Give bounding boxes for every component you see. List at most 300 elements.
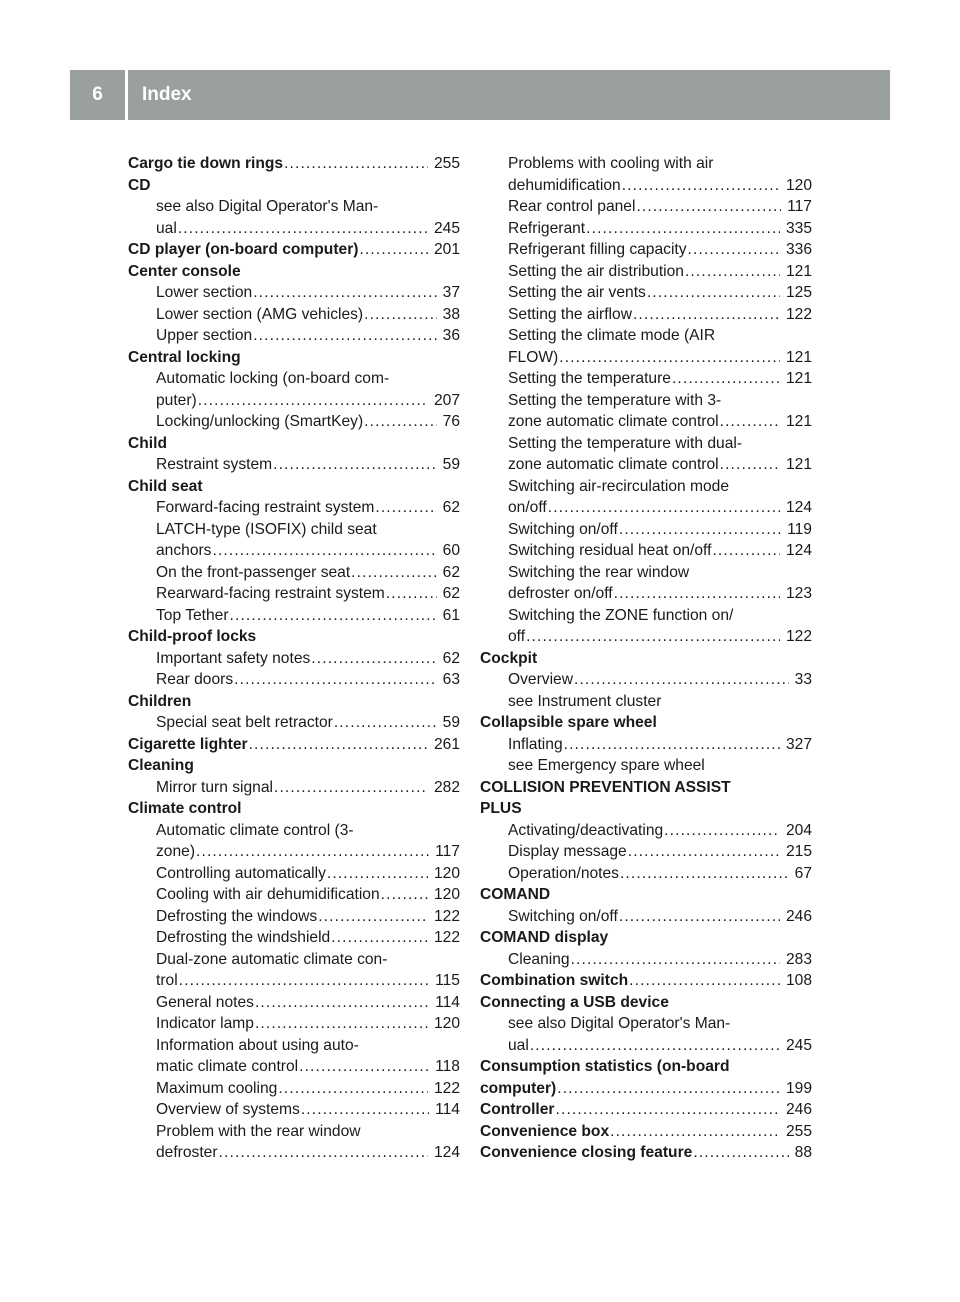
entry-text: Cigarette lighter: [128, 735, 248, 753]
index-column-right: [480, 153, 812, 1164]
page-reference: 327: [785, 735, 812, 753]
page-reference: 246: [785, 907, 812, 925]
entry-text: LATCH-type (ISOFIX) child seat: [156, 520, 377, 538]
dot-leader: [196, 841, 429, 863]
index-subentry: [480, 347, 812, 369]
dot-leader: [688, 239, 780, 261]
index-subentry: [480, 519, 812, 541]
index-subentry: [128, 196, 460, 218]
dot-leader: [375, 497, 436, 519]
dot-leader: [574, 669, 789, 691]
entry-text: Switching residual heat on/off: [508, 542, 712, 559]
page-reference: 36: [442, 327, 460, 344]
dot-leader: [664, 820, 780, 842]
entry-text: Setting the air vents: [508, 284, 646, 301]
entry-text: Combination switch: [480, 972, 629, 989]
entry-text: trol: [156, 972, 178, 989]
index-entry: [128, 734, 460, 756]
index-subentry: [128, 841, 460, 863]
entry-text: Top Tether: [156, 606, 229, 624]
page-reference: 215: [785, 843, 812, 860]
entry-text: On the front-passenger seat: [156, 563, 351, 581]
index-entry: [480, 798, 812, 820]
index-entry: [480, 712, 812, 734]
index-subentry: [480, 196, 812, 218]
index-column-left: [128, 153, 460, 1164]
page-reference: 122: [433, 1079, 460, 1097]
index-entry: [128, 153, 460, 175]
entry-text: Overview of systems: [156, 1101, 300, 1118]
dot-leader: [556, 1099, 780, 1121]
index-subentry: [480, 841, 812, 863]
entry-text: Child: [128, 434, 167, 452]
dot-leader: [299, 1056, 429, 1078]
dot-leader: [610, 1121, 780, 1143]
index-entry: [480, 992, 812, 1014]
dot-leader: [381, 884, 428, 906]
index-subentry: [128, 282, 460, 304]
dot-leader: [564, 734, 780, 756]
index-subentry: [480, 755, 812, 777]
entry-text: Controller: [480, 1101, 555, 1118]
entry-text: Setting the temperature with dual-: [508, 434, 743, 452]
entry-text: Switching the ZONE function on/: [508, 606, 734, 624]
index-subentry: [128, 1121, 460, 1143]
page-reference: 62: [442, 649, 460, 667]
entry-text: CD: [128, 176, 151, 194]
page-reference: 37: [442, 284, 460, 301]
entry-text: Important safety notes: [156, 649, 311, 667]
index-subentry: [480, 583, 812, 605]
page-reference: 336: [785, 241, 812, 258]
dot-leader: [351, 562, 436, 584]
index-subentry: [480, 906, 812, 928]
page-reference: 119: [787, 520, 812, 538]
entry-text: Rear doors: [156, 671, 234, 688]
index-subentry: [480, 476, 812, 498]
page-reference: 118: [435, 1058, 460, 1075]
page-reference: 117: [435, 843, 460, 860]
header-bar: [70, 70, 890, 120]
page-reference: 121: [785, 413, 812, 430]
entry-text: on/off: [508, 499, 547, 516]
page-reference: 125: [785, 284, 812, 301]
index-subentry: [128, 1035, 460, 1057]
dot-leader: [622, 175, 780, 197]
dot-leader: [274, 777, 428, 799]
dot-leader: [586, 218, 780, 240]
index-entry: [480, 1099, 812, 1121]
entry-text: FLOW): [508, 348, 559, 366]
index-subentry: [480, 390, 812, 412]
index-subentry: [128, 218, 460, 240]
index-entry: [480, 970, 812, 992]
index-subentry: [128, 1078, 460, 1100]
page-reference: 255: [785, 1122, 812, 1140]
index-entry: [128, 691, 460, 713]
entry-text: Cargo tie down rings: [128, 155, 284, 172]
page-reference: 122: [433, 929, 460, 946]
page-reference: 122: [785, 305, 812, 323]
entry-text: Forward-facing restraint system: [156, 499, 375, 516]
index-entry: [480, 777, 812, 799]
entry-text: dehumidification: [508, 176, 621, 194]
dot-leader: [179, 970, 429, 992]
dot-leader: [530, 1035, 780, 1057]
entry-text: Convenience closing feature: [480, 1144, 693, 1161]
page-reference: 38: [442, 305, 460, 323]
page-reference: 114: [435, 1101, 460, 1118]
index-subentry: [128, 605, 460, 627]
entry-text: Locking/unlocking (SmartKey): [156, 413, 364, 430]
entry-text: defroster: [156, 1144, 218, 1161]
page-number: 6: [92, 84, 103, 105]
index-subentry: [128, 906, 460, 928]
index-subentry: [128, 1056, 460, 1078]
entry-text: see also Digital Operator's Man-: [508, 1015, 731, 1032]
entry-text: Lower section: [156, 284, 253, 301]
entry-text: Maximum cooling: [156, 1079, 278, 1097]
page-reference: 246: [785, 1101, 812, 1118]
dot-leader: [559, 347, 780, 369]
dot-leader: [628, 841, 780, 863]
entry-text: Cockpit: [480, 649, 538, 667]
index-subentry: [480, 497, 812, 519]
index-subentry: [128, 519, 460, 541]
index-subentry: [480, 454, 812, 476]
entry-text: Cooling with air dehumidification: [156, 886, 380, 903]
index-subentry: [128, 669, 460, 691]
entry-text: Operation/notes: [508, 864, 619, 882]
dot-leader: [359, 239, 428, 261]
entry-text: Controlling automatically: [156, 864, 326, 882]
entry-text: Switching on/off: [508, 520, 618, 538]
section-title: Index: [142, 84, 192, 105]
page-reference: 283: [785, 950, 812, 968]
index-subentry: [128, 325, 460, 347]
index-subentry: [128, 583, 460, 605]
page-reference: 62: [442, 585, 460, 602]
page-reference: 61: [442, 606, 460, 624]
dot-leader: [619, 906, 780, 928]
entry-text: Child seat: [128, 477, 203, 495]
page-reference: 207: [433, 391, 460, 409]
entry-text: Setting the temperature with 3-: [508, 391, 722, 409]
page-reference: 245: [785, 1036, 812, 1054]
dot-leader: [318, 906, 428, 928]
entry-text: Children: [128, 692, 192, 710]
dot-leader: [526, 626, 780, 648]
entry-text: Climate control: [128, 800, 242, 817]
page-reference: 59: [442, 714, 460, 731]
page-reference: 120: [433, 1015, 460, 1032]
index-subentry: [480, 540, 812, 562]
index-subentry: [128, 1013, 460, 1035]
dot-leader: [620, 863, 789, 885]
page-reference: 255: [433, 155, 460, 172]
index-subentry: [128, 970, 460, 992]
page-reference: 120: [433, 886, 460, 903]
dot-leader: [230, 605, 437, 627]
dot-leader: [331, 927, 428, 949]
entry-text: computer): [480, 1079, 557, 1097]
entry-text: Consumption statistics (on-board: [480, 1058, 730, 1075]
entry-text: Connecting a USB device: [480, 993, 669, 1011]
dot-leader: [629, 970, 780, 992]
entry-text: Upper section: [156, 327, 253, 344]
page-reference: 121: [785, 456, 812, 473]
page-reference: 63: [442, 671, 460, 688]
page-reference: 201: [433, 241, 460, 258]
page-reference: 123: [785, 585, 812, 602]
index-subentry: [480, 261, 812, 283]
dot-leader: [219, 1142, 428, 1164]
entry-text: Convenience box: [480, 1122, 610, 1140]
entry-text: PLUS: [480, 800, 522, 817]
dot-leader: [386, 583, 437, 605]
page-reference: 60: [442, 542, 460, 559]
dot-leader: [178, 218, 428, 240]
index-entry: [128, 626, 460, 648]
dot-leader: [253, 325, 436, 347]
index-entry: [128, 755, 460, 777]
index-subentry: [128, 497, 460, 519]
entry-text: Overview: [508, 671, 573, 688]
dot-leader: [364, 411, 436, 433]
index-subentry: [128, 411, 460, 433]
dot-leader: [636, 196, 781, 218]
entry-text: Child-proof locks: [128, 628, 257, 645]
entry-text: ual: [156, 219, 177, 237]
index-subentry: [480, 605, 812, 627]
dot-leader: [633, 304, 780, 326]
entry-text: Central locking: [128, 348, 241, 366]
entry-text: COMAND display: [480, 929, 609, 946]
index-subentry: [480, 949, 812, 971]
page-reference: 115: [435, 972, 460, 989]
index-subentry: [128, 390, 460, 412]
index-subentry: [480, 304, 812, 326]
dot-leader: [253, 282, 436, 304]
entry-text: matic climate control: [156, 1058, 299, 1075]
entry-text: zone automatic climate control: [508, 456, 719, 473]
entry-text: Automatic climate control (3-: [156, 821, 354, 839]
index-subentry: [480, 325, 812, 347]
entry-text: Switching air-recirculation mode: [508, 477, 730, 495]
dot-leader: [712, 540, 780, 562]
index-entry: [128, 239, 460, 261]
entry-text: zone): [156, 843, 196, 860]
index-subentry: [480, 282, 812, 304]
entry-text: Setting the air distribution: [508, 262, 684, 280]
page-reference: 261: [433, 735, 460, 753]
dot-leader: [327, 863, 428, 885]
entry-text: COLLISION PREVENTION ASSIST: [480, 778, 731, 796]
index-subentry: [480, 433, 812, 455]
page-reference: 122: [785, 628, 812, 645]
page-reference: 124: [785, 542, 812, 559]
entry-text: General notes: [156, 993, 254, 1011]
entry-text: Problem with the rear window: [156, 1122, 361, 1140]
page-reference: 335: [785, 219, 812, 237]
index-subentry: [128, 927, 460, 949]
dot-leader: [647, 282, 780, 304]
dot-leader: [614, 583, 780, 605]
entry-text: Switching on/off: [508, 907, 618, 925]
dot-leader: [364, 304, 437, 326]
entry-text: Problems with cooling with air: [508, 155, 714, 172]
index-subentry: [128, 992, 460, 1014]
entry-text: Mirror turn signal: [156, 778, 273, 796]
index-subentry: [480, 734, 812, 756]
index-subentry: [128, 454, 460, 476]
index-subentry: [480, 153, 812, 175]
index-subentry: [128, 368, 460, 390]
dot-leader: [278, 1078, 428, 1100]
header-divider: [125, 70, 128, 120]
index-subentry: [480, 175, 812, 197]
index-subentry: [480, 1013, 812, 1035]
entry-text: Collapsible spare wheel: [480, 714, 657, 731]
entry-text: puter): [156, 391, 197, 409]
index-subentry: [128, 820, 460, 842]
index-subentry: [480, 1035, 812, 1057]
dot-leader: [255, 992, 429, 1014]
page-reference: 121: [785, 348, 812, 366]
page-reference: 122: [433, 907, 460, 925]
entry-text: Activating/deactivating: [508, 821, 664, 839]
index-entry: [480, 1056, 812, 1078]
entry-text: Refrigerant: [508, 219, 586, 237]
index-subentry: [128, 777, 460, 799]
dot-leader: [720, 454, 780, 476]
entry-text: Cleaning: [128, 757, 194, 774]
page-reference: 117: [787, 198, 812, 215]
entry-text: Automatic locking (on-board com-: [156, 370, 390, 387]
index-entry: [480, 1142, 812, 1164]
dot-leader: [548, 497, 780, 519]
index-entry: [128, 175, 460, 197]
dot-leader: [693, 1142, 788, 1164]
entry-text: Lower section (AMG vehicles): [156, 305, 364, 323]
entry-text: see Emergency spare wheel: [508, 757, 705, 774]
index-subentry: [480, 239, 812, 261]
entry-text: see also Digital Operator's Man-: [156, 198, 379, 215]
index-entry: [128, 798, 460, 820]
dot-leader: [685, 261, 780, 283]
dot-leader: [198, 390, 428, 412]
page-reference: 199: [785, 1079, 812, 1097]
index-subentry: [128, 884, 460, 906]
dot-leader: [301, 1099, 429, 1121]
index-subentry: [480, 863, 812, 885]
index-subentry: [128, 712, 460, 734]
entry-text: Setting the temperature: [508, 370, 671, 387]
entry-text: Dual-zone automatic climate con-: [156, 950, 388, 968]
page-reference: 120: [785, 176, 812, 194]
page-reference: 76: [442, 413, 460, 430]
index-entry: [128, 476, 460, 498]
index-entry: [480, 927, 812, 949]
dot-leader: [234, 669, 437, 691]
entry-text: Rearward-facing restraint system: [156, 585, 385, 602]
page-reference: 124: [433, 1144, 460, 1161]
entry-text: Setting the airflow: [508, 305, 632, 323]
index-subentry: [480, 669, 812, 691]
dot-leader: [284, 153, 428, 175]
index-subentry: [480, 218, 812, 240]
dot-leader: [557, 1078, 780, 1100]
index-entry: [480, 1121, 812, 1143]
index-entry: [128, 261, 460, 283]
entry-text: defroster on/off: [508, 585, 613, 602]
index-subentry: [128, 863, 460, 885]
index-subentry: [480, 820, 812, 842]
entry-text: Rear control panel: [508, 198, 636, 215]
dot-leader: [212, 540, 436, 562]
page-reference: 88: [794, 1144, 812, 1161]
page-reference: 59: [442, 456, 460, 473]
index-subentry: [128, 304, 460, 326]
page-reference: 114: [435, 993, 460, 1011]
index-subentry: [480, 411, 812, 433]
page-reference: 121: [785, 262, 812, 280]
page-reference: 62: [442, 563, 460, 581]
page-reference: 62: [442, 499, 460, 516]
index-subentry: [128, 1099, 460, 1121]
page-reference: 204: [785, 821, 812, 839]
index-entry: [480, 884, 812, 906]
entry-text: Indicator lamp: [156, 1015, 254, 1032]
entry-text: Center console: [128, 262, 241, 280]
index-entry: [480, 1078, 812, 1100]
index-subentry: [480, 691, 812, 713]
entry-text: off: [508, 628, 526, 645]
entry-text: Special seat belt retractor: [156, 714, 333, 731]
entry-text: Display message: [508, 843, 627, 860]
index-entry: [128, 347, 460, 369]
dot-leader: [720, 411, 780, 433]
dot-leader: [249, 734, 428, 756]
entry-text: Cleaning: [508, 950, 570, 968]
page-reference: 282: [433, 778, 460, 796]
entry-text: Defrosting the windows: [156, 907, 318, 925]
index-subentry: [128, 562, 460, 584]
index-subentry: [480, 368, 812, 390]
index-subentry: [128, 1142, 460, 1164]
page-reference: 120: [433, 864, 460, 882]
dot-leader: [672, 368, 780, 390]
page-reference: 245: [433, 219, 460, 237]
index-entry: [128, 433, 460, 455]
page-reference: 124: [785, 499, 812, 516]
index-subentry: [128, 540, 460, 562]
page-reference: 121: [785, 370, 812, 387]
index-subentry: [128, 949, 460, 971]
index-entry: [480, 648, 812, 670]
entry-text: Defrosting the windshield: [156, 929, 331, 946]
entry-text: see Instrument cluster: [508, 692, 662, 710]
dot-leader: [334, 712, 437, 734]
dot-leader: [571, 949, 780, 971]
index-subentry: [480, 626, 812, 648]
dot-leader: [619, 519, 781, 541]
entry-text: Refrigerant filling capacity: [508, 241, 687, 258]
entry-text: Restraint system: [156, 456, 273, 473]
page-reference: 67: [794, 864, 812, 882]
dot-leader: [273, 454, 437, 476]
entry-text: Inflating: [508, 735, 563, 753]
